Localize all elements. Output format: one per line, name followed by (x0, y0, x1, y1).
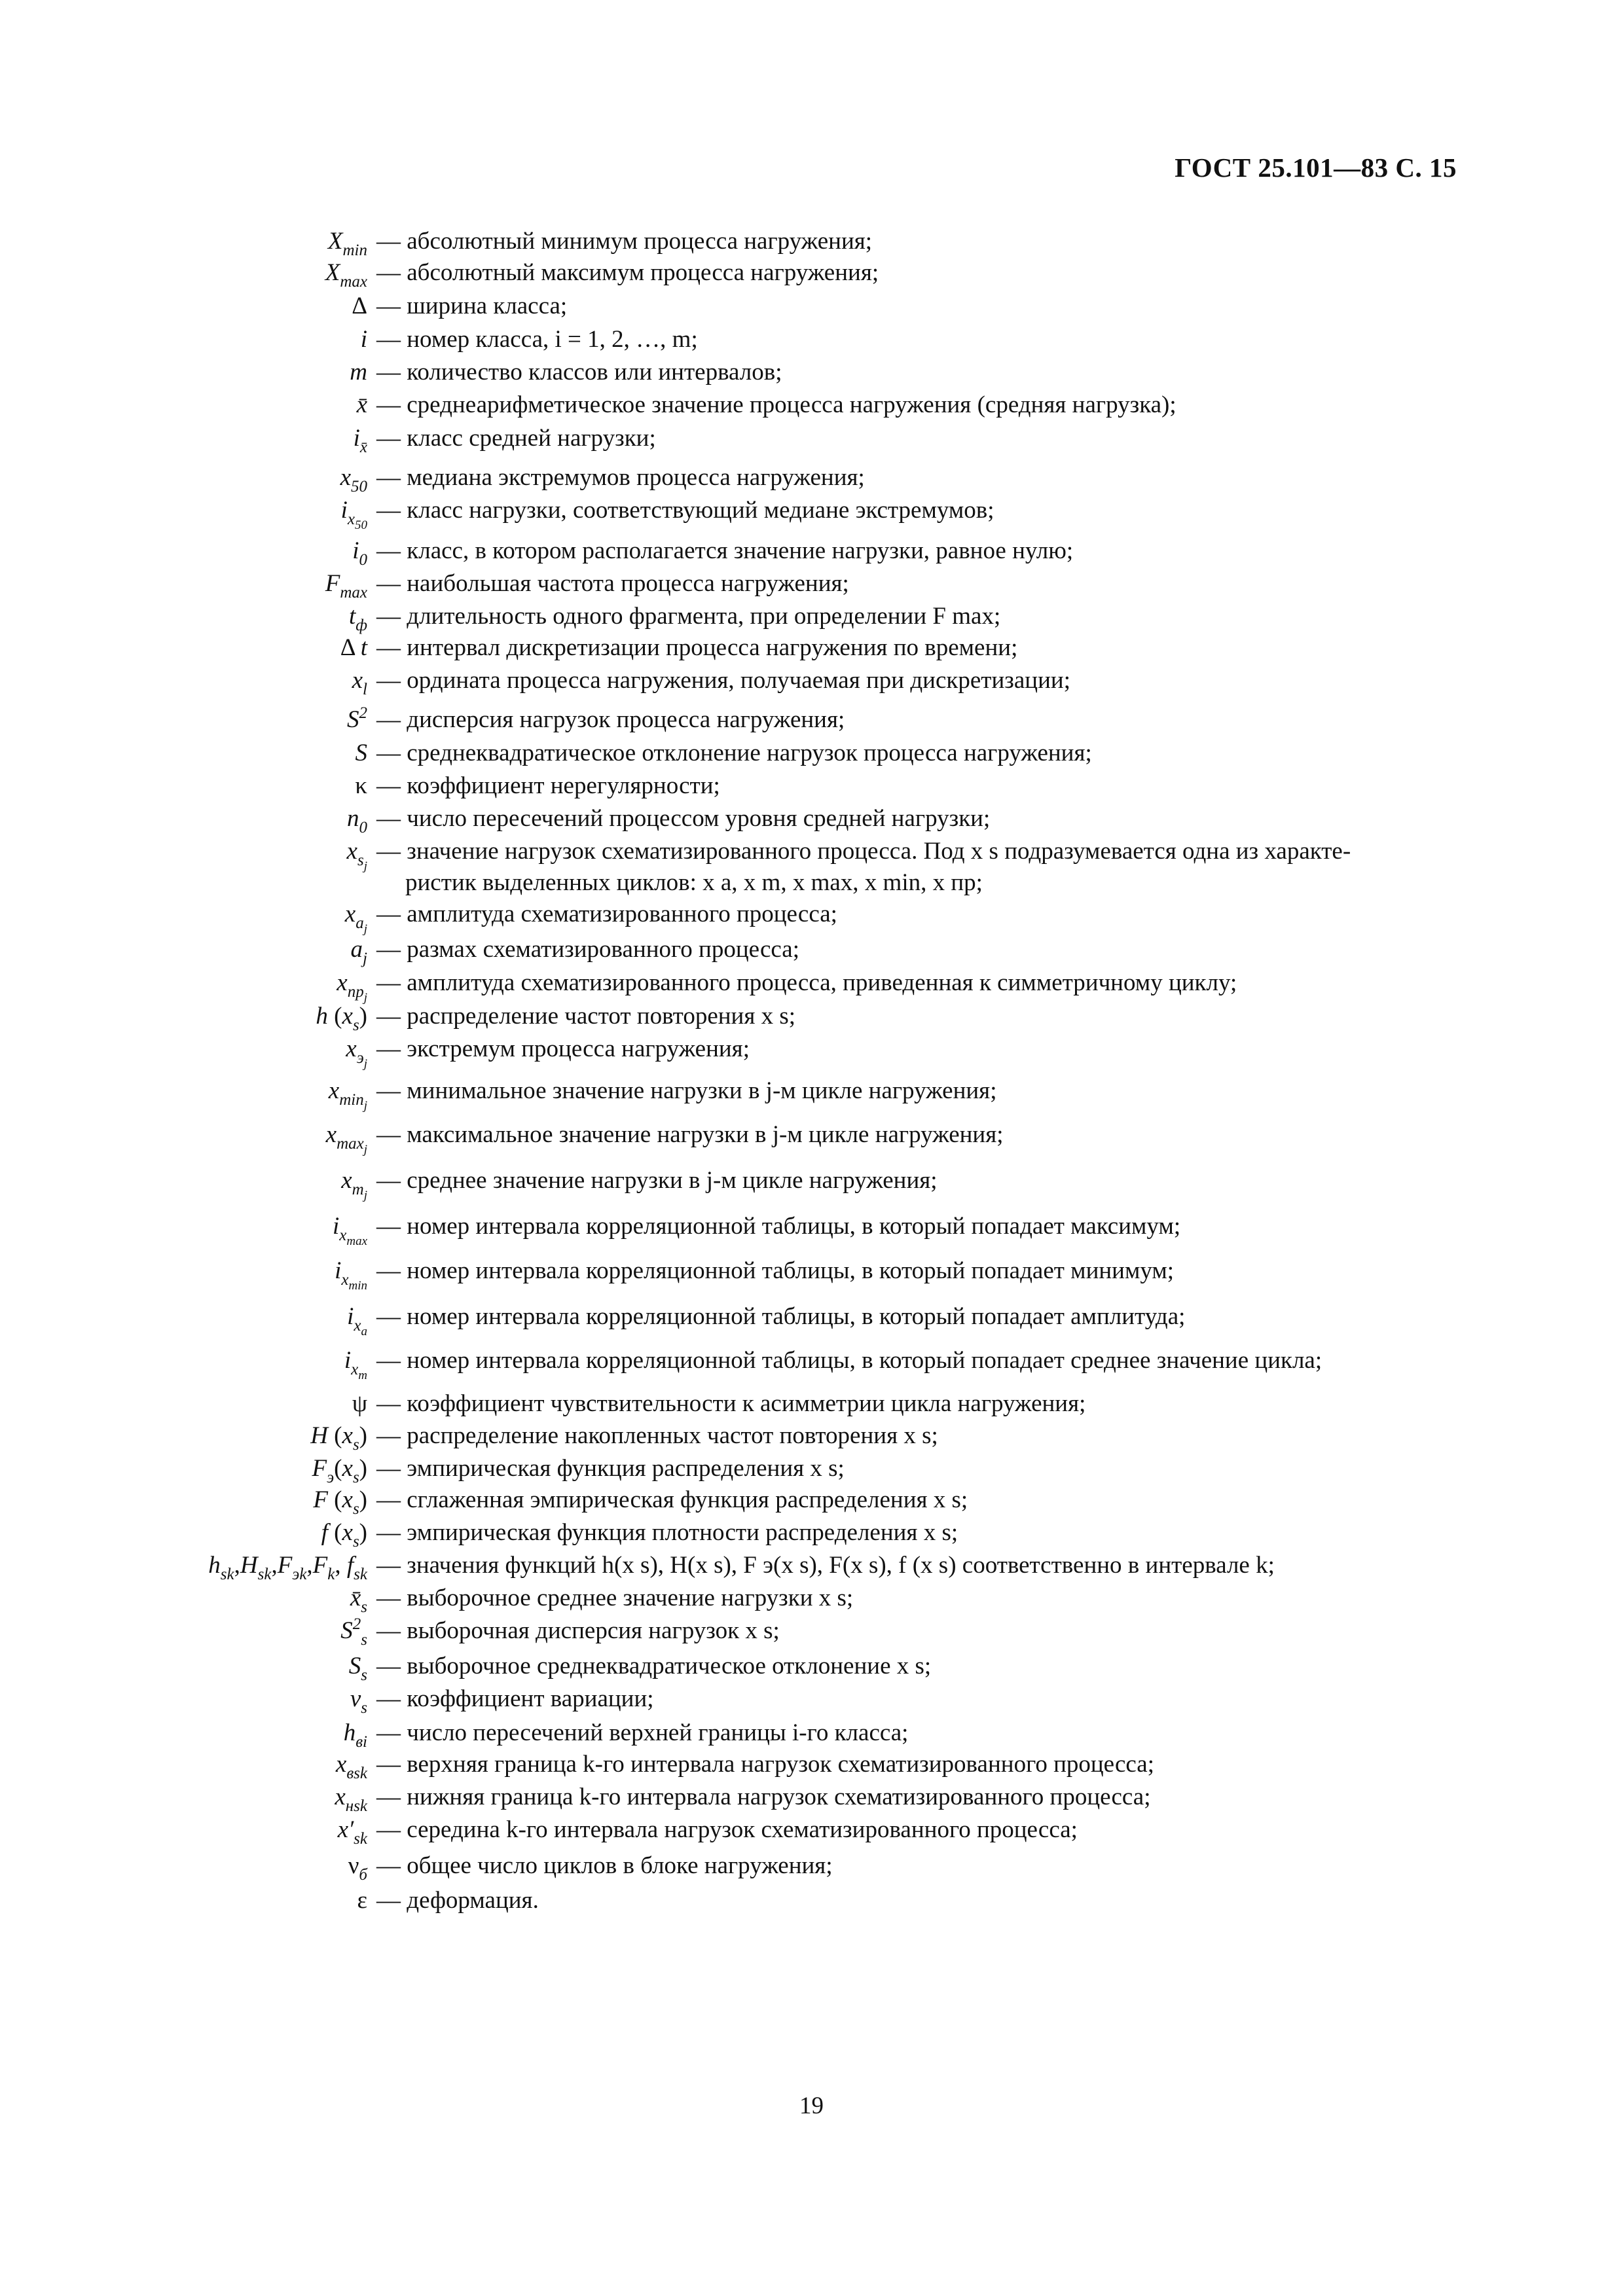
definition-text: — номер интервала корреляционной таблицы, в который попадает амплитуда; (376, 1303, 1186, 1330)
definition-text: — число пересечений процессом уровня средней нагрузки; (376, 805, 991, 832)
definition-row (0, 1075, 1623, 1115)
definition-symbol: $F_э(x_s)$ (312, 1455, 367, 1486)
definition-row (0, 1301, 1623, 1340)
definition-symbol: H $(x_s)$ (310, 1422, 367, 1454)
definition-text: — среднеарифметическое значение процесса нагружения (средняя нагрузка); (376, 391, 1176, 418)
definition-text: — медиана экстремумов процесса нагружения; (376, 464, 865, 491)
definition-text: — среднее значение нагрузки в j-м цикле нагружения; (376, 1167, 938, 1194)
definition-symbol: S (355, 740, 367, 766)
definition-text: — эмпирическая функция плотности распределения x s; (376, 1519, 958, 1546)
definition-text: — интервал дискретизации процесса нагружения по времени; (376, 634, 1018, 661)
definition-text-continuation: ристик выделенных циклов: x a, x m, x max, x min, x пр; (405, 869, 983, 896)
definition-text: — наибольшая частота процесса нагружения; (376, 570, 849, 597)
definition-text: — ширина класса; (376, 293, 568, 319)
definition-symbol: $h_{sk},H_{sk},F_{эk},F_k$, $f_{sk}$ (208, 1552, 367, 1583)
definition-symbol: Δ (352, 293, 367, 319)
definition-row (0, 1165, 1623, 1204)
definition-text: — класс, в котором располагается значение нагрузки, равное нулю; (376, 537, 1074, 564)
definition-symbol: $x_{вsk}$ (335, 1751, 367, 1782)
definition-row (0, 1850, 1623, 1890)
definition-symbol: F $(x_s)$ (313, 1486, 367, 1518)
definition-symbol: $n_0$ (347, 805, 367, 836)
definition-row (0, 1345, 1623, 1384)
definition-text: — номер класса, i = 1, 2, …, m; (376, 326, 698, 353)
definition-text: — номер интервала корреляционной таблицы, в который попадает среднее значение цикла; (376, 1347, 1322, 1374)
definition-symbol: i (360, 326, 367, 353)
definition-symbol: Δ t (340, 634, 367, 661)
definition-text: — класс средней нагрузки; (376, 425, 656, 452)
definition-text: — номер интервала корреляционной таблицы, в который попадает минимум; (376, 1257, 1175, 1284)
definition-row (0, 423, 1623, 462)
definition-symbol: $x_l$ (352, 667, 367, 698)
definition-text: — сглаженная эмпирическая функция распределения x s; (376, 1486, 968, 1513)
definition-text: — абсолютный максимум процесса нагружения; (376, 259, 879, 286)
definition-text: — деформация. (376, 1887, 539, 1914)
definition-text: — выборочная дисперсия нагрузок x s; (376, 1617, 780, 1644)
definition-symbol: $\nu_б$ (348, 1852, 367, 1884)
definition-symbol: $x_{m_j}$ (341, 1167, 367, 1202)
definition-row (0, 899, 1623, 938)
definition-row (0, 1211, 1623, 1250)
definition-text: — число пересечений верхней границы i-го класса; (376, 1719, 909, 1746)
page-number: 19 (799, 2092, 824, 2119)
definition-text: — абсолютный минимум процесса нагружения; (376, 228, 873, 255)
definition-text: — длительность одного фрагмента, при определении F max; (376, 603, 1001, 630)
definition-text: — коэффициент нерегулярности; (376, 772, 720, 799)
definition-row (0, 1814, 1623, 1854)
definition-row (0, 1033, 1623, 1073)
definition-symbol: $a_j$ (350, 936, 367, 967)
definition-row (0, 495, 1623, 534)
definition-symbol: h $(x_s)$ (316, 1003, 367, 1034)
definition-symbol: $i_{x_{min}}$ (335, 1257, 367, 1293)
definition-symbol: κ (355, 772, 367, 799)
definition-row (0, 1615, 1623, 1655)
definition-text: — верхняя граница k-го интервала нагрузок схематизированного процесса; (376, 1751, 1155, 1778)
definition-text: — распределение частот повторения x s; (376, 1003, 796, 1030)
definition-symbol: $x_{50}$ (340, 464, 367, 495)
definition-text: — класс нагрузки, соответствующий медиане экстремумов; (376, 497, 994, 524)
definition-symbol: $h_{вi}$ (343, 1719, 367, 1751)
definition-symbol: $F_{max}$ (325, 570, 367, 601)
definition-text: — номер интервала корреляционной таблицы, в который попадает максимум; (376, 1213, 1181, 1240)
definition-row (0, 1119, 1623, 1158)
definition-symbol: x̄ (356, 391, 367, 418)
definition-symbol: $i_{x_m}$ (344, 1347, 367, 1382)
definition-symbol: $i_{x̄}$ (353, 425, 367, 456)
definition-symbol: ψ (352, 1390, 367, 1417)
definition-text: — выборочное среднеквадратическое отклонение x s; (376, 1653, 932, 1679)
definition-symbol: $x_{нsk}$ (335, 1784, 367, 1815)
definition-row (0, 836, 1623, 896)
definition-symbol: $X_{max}$ (325, 259, 367, 291)
definition-row (0, 1683, 1623, 1723)
definition-text: — ордината процесса нагружения, получаемая при дискретизации; (376, 667, 1070, 694)
definition-text: — среднеквадратическое отклонение нагрузок процесса нагружения; (376, 740, 1092, 766)
definition-text: — распределение накопленных частот повторения x s; (376, 1422, 938, 1449)
definition-text: — амплитуда схематизированного процесса; (376, 901, 837, 927)
definition-text: — амплитуда схематизированного процесса, приведенная к симметричному циклу; (376, 969, 1237, 996)
definition-text: — коэффициент чувствительности к асимметрии цикла нагружения; (376, 1390, 1086, 1417)
definition-text: — значения функций h(x s), H(x s), F э(x s), F(x s), f (x s) соответственно в интервале k; (376, 1552, 1275, 1579)
definition-text: — максимальное значение нагрузки в j-м цикле нагружения; (376, 1121, 1004, 1148)
definition-text: — коэффициент вариации; (376, 1685, 654, 1712)
definition-text: — выборочное среднее значение нагрузки x s; (376, 1585, 854, 1611)
definition-symbol: ε (357, 1887, 367, 1914)
definition-symbol: f $(x_s)$ (321, 1519, 367, 1551)
definition-row (0, 665, 1623, 704)
definition-text: — нижняя граница k-го интервала нагрузок схематизированного процесса; (376, 1784, 1151, 1810)
definition-row (0, 1255, 1623, 1295)
definition-row (0, 1885, 1623, 1924)
definition-symbol: $X_{min}$ (327, 228, 367, 259)
definition-text: — размах схематизированного процесса; (376, 936, 800, 963)
definition-symbol: m (350, 359, 367, 386)
definition-symbol: $S^2_s$ (340, 1615, 367, 1649)
definition-text: — значение нагрузок схематизированного процесса. Под x s подразумевается одна из характе- ристик выделенных циклов: x a, x m, x max, x min, x пр; (376, 836, 1351, 899)
definition-symbol: $x_{max_j}$ (325, 1121, 367, 1157)
definition-text: — экстремум процесса нагружения; (376, 1035, 750, 1062)
definition-symbol: $i_{x_{50}}$ (340, 497, 367, 532)
definition-text: — минимальное значение нагрузки в j-м цикле нагружения; (376, 1077, 997, 1104)
definition-text: — середина k-го интервала нагрузок схематизированного процесса; (376, 1816, 1078, 1843)
definition-symbol: $t_ф$ (348, 603, 367, 634)
definition-symbol: $x_{s_j}$ (346, 838, 367, 873)
definition-symbol: $i_{x_{max}}$ (332, 1213, 367, 1248)
definition-text: — дисперсия нагрузок процесса нагружения; (376, 706, 845, 733)
definition-symbol: $x_{пр_j}$ (337, 969, 367, 1005)
definition-symbol: $v_s$ (350, 1685, 367, 1717)
definition-text: — общее число циклов в блоке нагружения; (376, 1852, 833, 1879)
definition-symbol: $i_0$ (352, 537, 367, 569)
definition-symbol: $S^2$ (347, 704, 367, 733)
document-header: ГОСТ 25.101—83 С. 15 (1175, 152, 1457, 183)
definition-text: — количество классов или интервалов; (376, 359, 782, 386)
definition-text: — эмпирическая функция распределения x s; (376, 1455, 845, 1482)
definition-symbol: $x_{э_j}$ (346, 1035, 367, 1071)
definition-symbol: $x_{a_j}$ (344, 901, 367, 936)
definition-symbol: $x'_{sk}$ (337, 1816, 367, 1848)
definition-symbol: $x_{min_j}$ (328, 1077, 367, 1113)
definition-symbol: $i_{x_a}$ (347, 1303, 367, 1338)
definition-symbol: $S_s$ (348, 1653, 367, 1684)
definition-symbol: $x̄_s$ (350, 1585, 367, 1616)
